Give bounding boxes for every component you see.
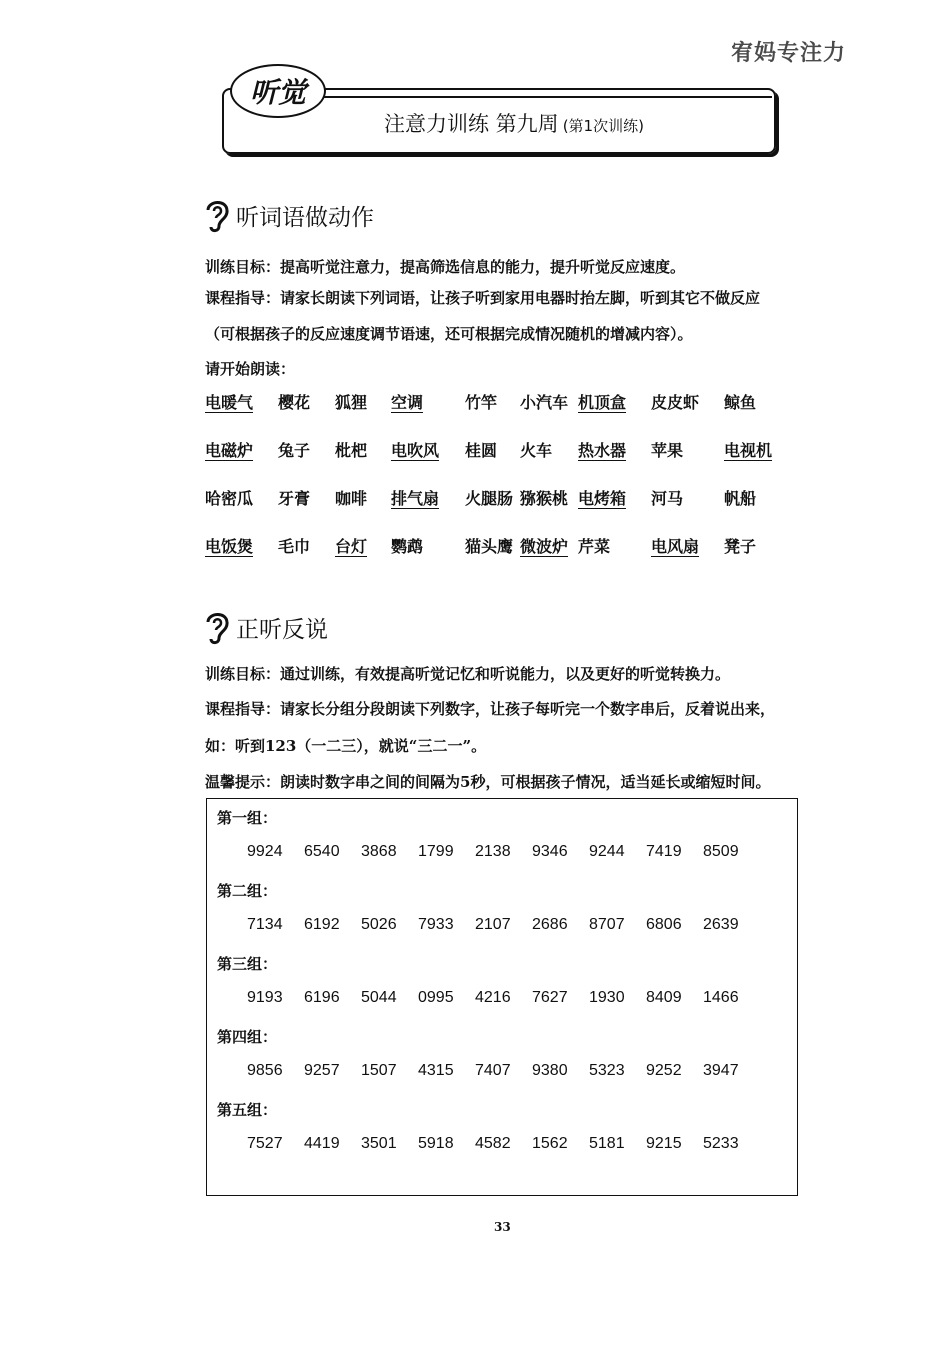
number-string: 9244 — [589, 843, 625, 860]
section2-guide: 课程指导：请家长分组分段朗读下列数字，让孩子每听完一个数字串后，反着说出来， — [205, 700, 776, 718]
group-label: 第一组： — [217, 809, 278, 827]
number-string: 3947 — [703, 1062, 739, 1079]
word: 鲸鱼 — [724, 393, 757, 412]
section1-guide-note: （可根据孩子的反应速度调节语速，还可根据完成情况随机的增减内容）。 — [205, 325, 693, 343]
word: 哈密瓜 — [205, 489, 254, 508]
section1-guide: 课程指导：请家长朗读下列词语，让孩子听到家用电器时抬左脚，听到其它不做反应 — [205, 289, 761, 307]
word: 帆船 — [724, 489, 757, 508]
section2-example: 如：听到123（一二三），就说“三二一”。 — [205, 737, 487, 755]
number-string: 9346 — [532, 843, 568, 860]
number-string: 2138 — [475, 843, 511, 860]
number-string: 0995 — [418, 989, 454, 1006]
appliance-word: 电暖气 — [205, 393, 254, 412]
number-string: 1507 — [361, 1062, 397, 1079]
word: 狐狸 — [335, 393, 368, 412]
banner-rule — [320, 96, 772, 98]
number-string: 7527 — [247, 1135, 283, 1152]
number-string: 5044 — [361, 989, 397, 1006]
number-string: 8707 — [589, 916, 625, 933]
appliance-word: 电饭煲 — [205, 537, 254, 556]
number-string: 6192 — [304, 916, 340, 933]
section1-title: 听词语做动作 — [236, 204, 374, 231]
group-label: 第五组： — [217, 1101, 278, 1119]
number-string: 1562 — [532, 1135, 568, 1152]
word: 猫头鹰 — [465, 537, 514, 556]
appliance-word: 微波炉 — [520, 537, 569, 556]
word: 火腿肠 — [465, 489, 514, 508]
number-string: 6806 — [646, 916, 682, 933]
word: 毛巾 — [278, 537, 311, 556]
number-string: 1799 — [418, 843, 454, 860]
number-string: 7933 — [418, 916, 454, 933]
word-row — [205, 438, 785, 464]
appliance-word: 电磁炉 — [205, 441, 254, 460]
number-string: 5323 — [589, 1062, 625, 1079]
word: 牙膏 — [278, 489, 311, 508]
word-row — [205, 390, 785, 416]
word-row — [205, 486, 785, 512]
appliance-word: 电吹风 — [391, 441, 440, 460]
number-string: 6540 — [304, 843, 340, 860]
appliance-word: 空调 — [391, 393, 424, 412]
appliance-word: 电视机 — [724, 441, 773, 460]
section2-tip: 温馨提示：朗读时数字串之间的间隔为5秒，可根据孩子情况，适当延长或缩短时间。 — [205, 773, 771, 791]
word: 小汽车 — [520, 393, 569, 412]
number-string: 9924 — [247, 843, 283, 860]
number-string: 5181 — [589, 1135, 625, 1152]
number-string: 5233 — [703, 1135, 739, 1152]
word: 凳子 — [724, 537, 757, 556]
number-string: 9252 — [646, 1062, 682, 1079]
number-string: 7419 — [646, 843, 682, 860]
number-string: 9257 — [304, 1062, 340, 1079]
number-string: 9856 — [247, 1062, 283, 1079]
section1-heading — [202, 196, 374, 234]
number-string: 2107 — [475, 916, 511, 933]
number-string: 9380 — [532, 1062, 568, 1079]
number-string: 1466 — [703, 989, 739, 1006]
group-label: 第二组： — [217, 882, 278, 900]
number-string: 2686 — [532, 916, 568, 933]
number-string: 8409 — [646, 989, 682, 1006]
ear-icon — [202, 196, 232, 234]
appliance-word: 电风扇 — [651, 537, 700, 556]
word: 枇杷 — [335, 441, 368, 460]
appliance-word: 电烤箱 — [578, 489, 627, 508]
word: 猕猴桃 — [520, 489, 569, 508]
group-label: 第三组： — [217, 955, 278, 973]
word: 竹竿 — [465, 393, 498, 412]
page-title-main: 注意力训练 第九周 — [384, 112, 559, 136]
section2-title: 正听反说 — [236, 616, 328, 643]
word-row — [205, 534, 785, 560]
word: 咖啡 — [335, 489, 368, 508]
number-string: 3501 — [361, 1135, 397, 1152]
word: 火车 — [520, 441, 553, 460]
word: 樱花 — [278, 393, 311, 412]
word: 鹦鹉 — [391, 537, 424, 556]
appliance-word: 机顶盒 — [578, 393, 627, 412]
number-string: 4419 — [304, 1135, 340, 1152]
page-title-sub: (第1次训练) — [562, 117, 644, 135]
section2-goal: 训练目标：通过训练，有效提高听觉记忆和听说能力，以及更好的听觉转换力。 — [205, 665, 731, 683]
group-label: 第四组： — [217, 1028, 278, 1046]
number-string: 8509 — [703, 843, 739, 860]
section2-heading — [202, 608, 328, 646]
number-string: 9193 — [247, 989, 283, 1006]
number-string: 2639 — [703, 916, 739, 933]
number-string: 7407 — [475, 1062, 511, 1079]
number-string: 5918 — [418, 1135, 454, 1152]
word: 苹果 — [651, 441, 684, 460]
number-string: 5026 — [361, 916, 397, 933]
word: 芹菜 — [578, 537, 611, 556]
appliance-word: 台灯 — [335, 537, 368, 556]
number-string: 4216 — [475, 989, 511, 1006]
number-string: 9215 — [646, 1135, 682, 1152]
appliance-word: 排气扇 — [391, 489, 440, 508]
ear-icon — [202, 608, 232, 646]
number-string: 4582 — [475, 1135, 511, 1152]
word: 河马 — [651, 489, 684, 508]
watermark: 宥妈专注力 — [730, 41, 846, 66]
page-title — [384, 108, 644, 138]
page-number: 33 — [494, 1220, 511, 1234]
number-string: 7627 — [532, 989, 568, 1006]
number-string: 3868 — [361, 843, 397, 860]
number-string: 7134 — [247, 916, 283, 933]
number-string: 4315 — [418, 1062, 454, 1079]
number-string: 6196 — [304, 989, 340, 1006]
section1-start: 请开始朗读： — [205, 360, 296, 378]
word: 皮皮虾 — [651, 393, 700, 412]
number-groups-box — [206, 798, 798, 1196]
number-string: 1930 — [589, 989, 625, 1006]
word: 桂圆 — [465, 441, 498, 460]
word: 兔子 — [278, 441, 311, 460]
banner-tag: 听觉 — [230, 64, 326, 118]
appliance-word: 热水器 — [578, 441, 627, 460]
section1-goal: 训练目标：提高听觉注意力，提高筛选信息的能力，提升听觉反应速度。 — [205, 258, 686, 276]
